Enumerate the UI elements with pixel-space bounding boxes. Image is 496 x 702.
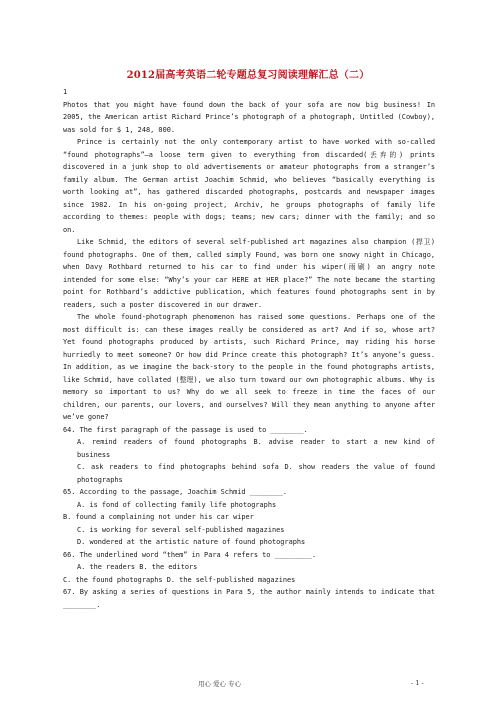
paragraph-1: Photos that you might have found down the back of your sofa are now big business! In 2005, the American artist Richard Prince’s photograph of a photograph, Untitled (Cowboy), was sold for $ 1, 248, 000. bbox=[63, 100, 435, 134]
question-66-options-line-2: C. the found photographs D. the self-published magazines bbox=[63, 575, 296, 584]
question-65-option-d: D. wondered at the artistic nature of found photographs bbox=[77, 538, 306, 546]
paragraph-2: Prince is certainly not the only contemporary artist to have worked with so-called “found photographs”—a loose term given to everything from discarded(丢弃的) prints discovered in a junk shop to old advertisements or amateur photographs from a stranger’s family album. The German artist Joachim Schmid, who believes “basically everything is worth looking at”, has gathered discarded photographs, postcards and newspaper images since 1982. In his on-going project, Archiv, he groups photographs of family life according to themes: people with dogs; teams; new cars; dinner with the family; and so on. bbox=[63, 138, 435, 234]
page-number: - 1 - bbox=[411, 679, 424, 687]
question-66-options-line-1: A. the readers B. the editors bbox=[77, 563, 198, 571]
question-66-stem: 66. The underlined word “them” in Para 4 refers to _________. bbox=[63, 550, 317, 559]
paragraph-3: Like Schmid, the editors of several self-published art magazines also champion (捍卫) found photographs. One of them, called simply Found, was born one snowy night in Chicago, when Davy Rothbard returned to his car to find under his wiper(雨刷) an angry note intended for some else: “Why’s your car HERE at HER place?” The note became the starting point for Rothbard’s addictive publication, which features found photographs sent in by readers, such a poster discovered in our drawer. bbox=[63, 238, 435, 309]
question-64-options-line-1: A. remind readers of found photographs B. advise reader to start a new kind of business bbox=[77, 438, 435, 459]
question-65-option-a: A. is fond of collecting family life photographs bbox=[77, 500, 277, 509]
question-64-options-line-2: C. ask readers to find photographs behind sofa D. show readers the value of found photographs bbox=[77, 463, 435, 484]
question-65-stem: 65. According to the passage, Joachim Schmid ________. bbox=[63, 488, 288, 496]
page-title: 2012届高考英语二轮专题总复习阅读理解汇总（二） bbox=[126, 70, 370, 81]
question-65-option-c: C. is working for several self-published magazines bbox=[77, 525, 285, 534]
question-67-stem: 67. By asking a series of questions in Para 5, the author mainly intends to indicate that ________. bbox=[63, 588, 435, 609]
paragraph-4: The whole found-photograph phenomenon has raised some questions. Perhaps one of the most difficult is: can these images really be considered as art? And if so, whose art? Yet found photographs produced by artists, such Richard Prince, may riding his horse hurriedly to meet someone? Or how did Prince create this photograph? It’s anyone’s guess. In addition, as we imagine the back-story to the people in the found photographs artists, like Schmid, have collated (整理), we also turn toward our own photographic albums. Why is memory so important to us? Why do we all seek to freeze in time the faces of our children, our parents, our lovers, and ourselves? Will they mean anything to anyone after we’ve gone? bbox=[63, 313, 435, 421]
document-body bbox=[63, 86, 435, 611]
question-64-stem: 64. The first paragraph of the passage is used to ________. bbox=[63, 425, 308, 434]
footer-motto: 用心 爱心 专心 bbox=[198, 680, 242, 688]
section-number: 1 bbox=[63, 88, 68, 96]
question-65-option-b: B. found a complaining not under his car wiper bbox=[63, 513, 254, 521]
